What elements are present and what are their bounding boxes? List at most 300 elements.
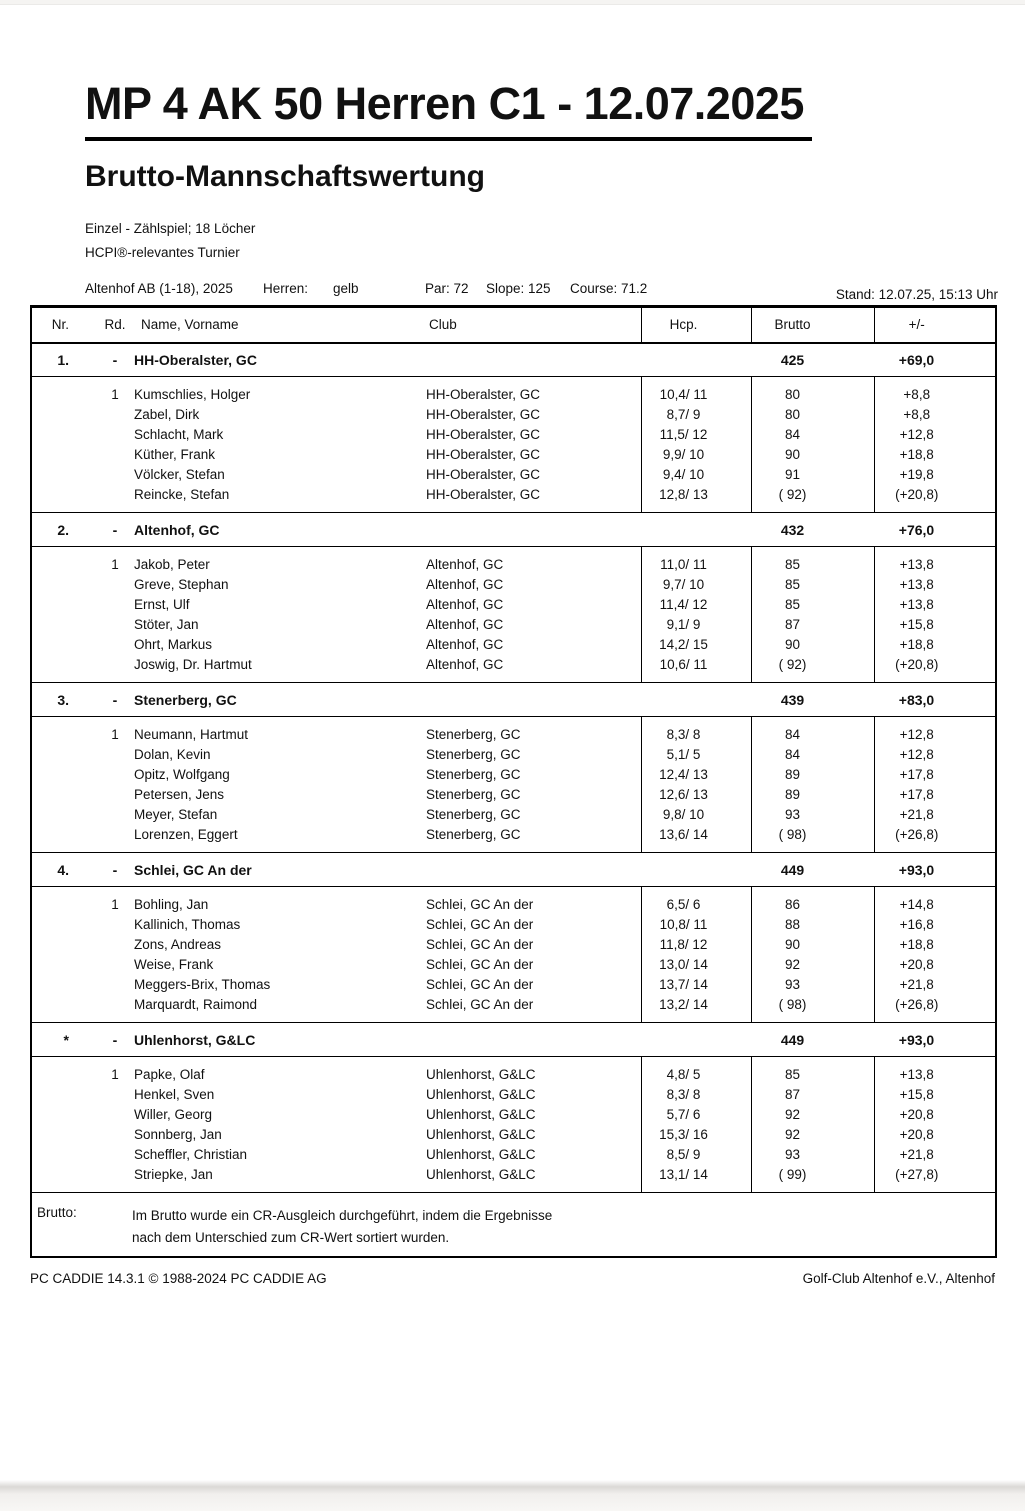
player-rd-cell bbox=[99, 445, 131, 465]
player-plusminus-cell: +20,8 bbox=[874, 1105, 996, 1125]
player-name-cell: Meggers-Brix, Thomas bbox=[134, 977, 271, 992]
player-row bbox=[31, 425, 996, 445]
note-label: Brutto: bbox=[37, 1205, 77, 1220]
info-line-format: Einzel - Zählspiel; 18 Löcher bbox=[85, 221, 256, 236]
player-name-cell: Völcker, Stefan bbox=[134, 467, 225, 482]
player-row bbox=[31, 655, 996, 683]
player-rd-cell bbox=[99, 595, 131, 615]
player-hcp-cell: 13,2/ 14 bbox=[641, 995, 751, 1023]
player-hcp-cell: 9,1/ 9 bbox=[641, 615, 751, 635]
player-rd-cell bbox=[99, 785, 131, 805]
player-row bbox=[31, 825, 996, 853]
player-brutto-cell: ( 92) bbox=[751, 485, 874, 513]
player-club-cell: HH-Oberalster, GC bbox=[426, 387, 541, 403]
player-club-cell: HH-Oberalster, GC bbox=[426, 467, 541, 482]
player-row bbox=[31, 785, 996, 805]
brutto-note-cell bbox=[31, 1193, 996, 1257]
player-rd-cell bbox=[99, 1165, 131, 1193]
player-club-cell: Uhlenhorst, G&LC bbox=[426, 1166, 536, 1182]
player-name-cell: Kallinich, Thomas bbox=[134, 917, 241, 932]
player-brutto-cell: 88 bbox=[751, 915, 874, 935]
player-plusminus-cell: +18,8 bbox=[874, 635, 996, 655]
team-rd-cell: - bbox=[99, 853, 131, 887]
player-name-cell: Zons, Andreas bbox=[134, 937, 222, 952]
player-nr-cell bbox=[31, 1105, 99, 1125]
player-rd-cell: 1 bbox=[111, 1067, 119, 1083]
player-rd-cell bbox=[99, 425, 131, 445]
player-nr-cell bbox=[31, 465, 99, 485]
viewer-bottom-edge bbox=[0, 1480, 1025, 1511]
team-hcp-cell bbox=[641, 513, 751, 547]
brutto-note-row bbox=[31, 1193, 996, 1257]
player-hcp-cell: 13,7/ 14 bbox=[641, 975, 751, 995]
team-plusminus-cell: +93,0 bbox=[874, 1023, 996, 1057]
player-plusminus-cell: +13,8 bbox=[874, 595, 996, 615]
player-club-cell: Altenhof, GC bbox=[426, 656, 504, 672]
player-plusminus-cell: +8,8 bbox=[874, 377, 996, 405]
player-nr-cell bbox=[31, 915, 99, 935]
player-row bbox=[31, 1125, 996, 1145]
results-table-wrap bbox=[30, 305, 995, 1258]
player-nr-cell bbox=[31, 547, 99, 575]
player-brutto-cell: 86 bbox=[751, 887, 874, 915]
tournament-info bbox=[85, 217, 255, 265]
player-rd-cell bbox=[99, 465, 131, 485]
player-rd-cell bbox=[99, 1145, 131, 1165]
player-hcp-cell: 11,0/ 11 bbox=[641, 547, 751, 575]
player-hcp-cell: 9,9/ 10 bbox=[641, 445, 751, 465]
par-value: Par: 72 bbox=[425, 281, 469, 296]
player-club-cell: HH-Oberalster, GC bbox=[426, 447, 541, 462]
player-rd-cell bbox=[99, 955, 131, 975]
player-nr-cell bbox=[31, 955, 99, 975]
player-club-cell: Altenhof, GC bbox=[426, 597, 504, 612]
player-name-cell: Dolan, Kevin bbox=[134, 747, 211, 762]
player-brutto-cell: ( 99) bbox=[751, 1165, 874, 1193]
player-brutto-cell: 87 bbox=[751, 1085, 874, 1105]
player-row bbox=[31, 745, 996, 765]
player-club-cell: Altenhof, GC bbox=[426, 637, 504, 652]
player-brutto-cell: 90 bbox=[751, 445, 874, 465]
slope-value: Slope: 125 bbox=[486, 281, 551, 296]
page-title: MP 4 AK 50 Herren C1 - 12.07.2025 bbox=[85, 78, 812, 141]
player-club-cell: HH-Oberalster, GC bbox=[426, 407, 541, 422]
team-hcp-cell bbox=[641, 1023, 751, 1057]
player-plusminus-cell: +17,8 bbox=[874, 785, 996, 805]
player-name-cell: Willer, Georg bbox=[134, 1107, 213, 1122]
player-nr-cell bbox=[31, 1145, 99, 1165]
player-brutto-cell: 87 bbox=[751, 615, 874, 635]
player-brutto-cell: 85 bbox=[751, 547, 874, 575]
player-plusminus-cell: +12,8 bbox=[874, 745, 996, 765]
player-name-cell: Marquardt, Raimond bbox=[134, 996, 258, 1012]
course-name: Altenhof AB (1-18), 2025 bbox=[85, 281, 233, 296]
player-rd-cell bbox=[99, 1105, 131, 1125]
player-nr-cell bbox=[31, 717, 99, 745]
player-row bbox=[31, 445, 996, 465]
player-hcp-cell: 13,0/ 14 bbox=[641, 955, 751, 975]
player-brutto-cell: 85 bbox=[751, 575, 874, 595]
player-hcp-cell: 8,7/ 9 bbox=[641, 405, 751, 425]
team-rd-cell: - bbox=[99, 1023, 131, 1057]
team-plusminus-cell: +76,0 bbox=[874, 513, 996, 547]
player-rd-cell bbox=[99, 655, 131, 683]
player-nr-cell bbox=[31, 655, 99, 683]
player-nr-cell bbox=[31, 377, 99, 405]
player-hcp-cell: 13,1/ 14 bbox=[641, 1165, 751, 1193]
player-plusminus-cell: +21,8 bbox=[874, 805, 996, 825]
table-header-row bbox=[31, 307, 996, 343]
player-row bbox=[31, 465, 996, 485]
player-name-cell: Ernst, Ulf bbox=[134, 597, 190, 612]
header-brutto: Brutto bbox=[751, 307, 874, 343]
player-club-cell: HH-Oberalster, GC bbox=[426, 486, 541, 502]
header-rd: Rd. bbox=[99, 307, 131, 343]
player-nr-cell bbox=[31, 785, 99, 805]
player-brutto-cell: 85 bbox=[751, 595, 874, 615]
player-club-cell: Altenhof, GC bbox=[426, 557, 504, 573]
player-name-cell: Striepke, Jan bbox=[134, 1166, 213, 1182]
player-nr-cell bbox=[31, 1125, 99, 1145]
player-club-cell: Stenerberg, GC bbox=[426, 747, 521, 762]
player-club-cell: Uhlenhorst, G&LC bbox=[426, 1127, 536, 1142]
player-hcp-cell: 12,6/ 13 bbox=[641, 785, 751, 805]
player-name-cell: Scheffler, Christian bbox=[134, 1147, 248, 1162]
player-club-cell: Stenerberg, GC bbox=[426, 767, 521, 782]
player-club-cell: Altenhof, GC bbox=[426, 617, 504, 632]
player-rd-cell bbox=[99, 405, 131, 425]
player-row bbox=[31, 1145, 996, 1165]
player-brutto-cell: 92 bbox=[751, 1105, 874, 1125]
player-hcp-cell: 12,4/ 13 bbox=[641, 765, 751, 785]
player-name-cell: Kumschlies, Holger bbox=[134, 387, 251, 403]
course-rating-value: Course: 71.2 bbox=[570, 281, 648, 296]
player-hcp-cell: 11,8/ 12 bbox=[641, 935, 751, 955]
player-name-cell: Greve, Stephan bbox=[134, 577, 229, 592]
player-plusminus-cell: +19,8 bbox=[874, 465, 996, 485]
player-hcp-cell: 10,6/ 11 bbox=[641, 655, 751, 683]
player-brutto-cell: ( 98) bbox=[751, 995, 874, 1023]
player-hcp-cell: 12,8/ 13 bbox=[641, 485, 751, 513]
player-brutto-cell: ( 92) bbox=[751, 655, 874, 683]
team-name-cell: Stenerberg, GC bbox=[131, 683, 641, 717]
player-club-cell: Schlei, GC An der bbox=[426, 957, 534, 972]
player-rd-cell bbox=[99, 1125, 131, 1145]
player-nr-cell bbox=[31, 935, 99, 955]
player-brutto-cell: 92 bbox=[751, 955, 874, 975]
footer-software: PC CADDIE 14.3.1 © 1988-2024 PC CADDIE AG bbox=[30, 1271, 327, 1286]
note-text-line2: nach dem Unterschied zum CR-Wert sortiert wurden. bbox=[132, 1230, 450, 1245]
tee-color: gelb bbox=[333, 281, 359, 296]
player-club-cell: Uhlenhorst, G&LC bbox=[426, 1147, 536, 1162]
player-brutto-cell: 84 bbox=[751, 717, 874, 745]
player-row bbox=[31, 1085, 996, 1105]
player-name-cell: Weise, Frank bbox=[134, 957, 214, 972]
page-subtitle: Brutto-Mannschaftswertung bbox=[85, 160, 485, 193]
player-name-cell: Sonnberg, Jan bbox=[134, 1127, 222, 1142]
player-row bbox=[31, 485, 996, 513]
team-name-cell: HH-Oberalster, GC bbox=[131, 343, 641, 377]
player-row bbox=[31, 887, 996, 915]
header-nr: Nr. bbox=[31, 307, 99, 343]
player-row bbox=[31, 805, 996, 825]
player-nr-cell bbox=[31, 825, 99, 853]
player-plusminus-cell: +21,8 bbox=[874, 975, 996, 995]
player-nr-cell bbox=[31, 595, 99, 615]
player-name-cell: Jakob, Peter bbox=[134, 557, 210, 573]
player-hcp-cell: 8,3/ 8 bbox=[641, 1085, 751, 1105]
player-row bbox=[31, 995, 996, 1023]
team-plusminus-cell: +83,0 bbox=[874, 683, 996, 717]
team-rank-cell: 1. bbox=[31, 343, 99, 377]
player-plusminus-cell: +12,8 bbox=[874, 717, 996, 745]
team-brutto-cell: 425 bbox=[751, 343, 874, 377]
team-brutto-cell: 432 bbox=[751, 513, 874, 547]
player-rd-cell: 1 bbox=[111, 897, 119, 913]
player-plusminus-cell: +16,8 bbox=[874, 915, 996, 935]
player-hcp-cell: 9,7/ 10 bbox=[641, 575, 751, 595]
player-brutto-cell: 89 bbox=[751, 765, 874, 785]
player-hcp-cell: 10,4/ 11 bbox=[641, 377, 751, 405]
player-hcp-cell: 8,3/ 8 bbox=[641, 717, 751, 745]
player-rd-cell bbox=[99, 635, 131, 655]
player-plusminus-cell: +13,8 bbox=[874, 1057, 996, 1085]
player-plusminus-cell: +12,8 bbox=[874, 425, 996, 445]
player-name-cell: Papke, Olaf bbox=[134, 1067, 205, 1083]
team-name-cell: Schlei, GC An der bbox=[131, 853, 641, 887]
team-hcp-cell bbox=[641, 343, 751, 377]
player-hcp-cell: 4,8/ 5 bbox=[641, 1057, 751, 1085]
player-rd-cell: 1 bbox=[111, 727, 119, 743]
footer-club: Golf-Club Altenhof e.V., Altenhof bbox=[802, 1271, 995, 1286]
player-name-cell: Schlacht, Mark bbox=[134, 427, 224, 442]
player-rd-cell bbox=[99, 575, 131, 595]
player-hcp-cell: 5,1/ 5 bbox=[641, 745, 751, 765]
player-row bbox=[31, 765, 996, 785]
team-hcp-cell bbox=[641, 683, 751, 717]
team-row bbox=[31, 853, 996, 887]
header-hcp: Hcp. bbox=[641, 307, 751, 343]
player-brutto-cell: 91 bbox=[751, 465, 874, 485]
team-rd-cell: - bbox=[99, 513, 131, 547]
player-plusminus-cell: +21,8 bbox=[874, 1145, 996, 1165]
player-nr-cell bbox=[31, 1085, 99, 1105]
player-brutto-cell: 84 bbox=[751, 745, 874, 765]
player-plusminus-cell: +8,8 bbox=[874, 405, 996, 425]
team-row bbox=[31, 683, 996, 717]
player-row bbox=[31, 595, 996, 615]
player-nr-cell bbox=[31, 1057, 99, 1085]
player-row bbox=[31, 405, 996, 425]
player-club-cell: Stenerberg, GC bbox=[426, 807, 521, 822]
player-row bbox=[31, 935, 996, 955]
player-row bbox=[31, 717, 996, 745]
player-name-cell: Petersen, Jens bbox=[134, 787, 225, 802]
player-club-cell: Uhlenhorst, G&LC bbox=[426, 1087, 536, 1102]
player-rd-cell: 1 bbox=[111, 387, 119, 403]
player-rd-cell bbox=[99, 825, 131, 853]
page-footer bbox=[30, 1271, 995, 1286]
player-nr-cell bbox=[31, 485, 99, 513]
player-name-cell: Joswig, Dr. Hartmut bbox=[134, 656, 252, 672]
player-plusminus-cell: +14,8 bbox=[874, 887, 996, 915]
team-rank-cell: * bbox=[31, 1023, 99, 1057]
player-name-cell: Lorenzen, Eggert bbox=[134, 826, 238, 842]
viewer-top-edge bbox=[0, 0, 1025, 5]
player-club-cell: Schlei, GC An der bbox=[426, 977, 534, 992]
player-row bbox=[31, 955, 996, 975]
player-club-cell: Stenerberg, GC bbox=[426, 826, 521, 842]
player-plusminus-cell: (+26,8) bbox=[874, 825, 996, 853]
player-club-cell: Uhlenhorst, G&LC bbox=[426, 1107, 536, 1122]
player-rd-cell bbox=[99, 765, 131, 785]
player-plusminus-cell: +13,8 bbox=[874, 575, 996, 595]
player-plusminus-cell: +15,8 bbox=[874, 1085, 996, 1105]
team-name-cell: Altenhof, GC bbox=[131, 513, 641, 547]
player-nr-cell bbox=[31, 745, 99, 765]
player-nr-cell bbox=[31, 445, 99, 465]
player-nr-cell bbox=[31, 425, 99, 445]
player-club-cell: Stenerberg, GC bbox=[426, 787, 521, 802]
player-rd-cell bbox=[99, 745, 131, 765]
player-club-cell: Schlei, GC An der bbox=[426, 917, 534, 932]
team-plusminus-cell: +69,0 bbox=[874, 343, 996, 377]
player-brutto-cell: 84 bbox=[751, 425, 874, 445]
player-hcp-cell: 5,7/ 6 bbox=[641, 1105, 751, 1125]
player-club-cell: Altenhof, GC bbox=[426, 577, 504, 592]
player-nr-cell bbox=[31, 995, 99, 1023]
player-brutto-cell: 90 bbox=[751, 935, 874, 955]
player-hcp-cell: 14,2/ 15 bbox=[641, 635, 751, 655]
player-brutto-cell: 90 bbox=[751, 635, 874, 655]
player-row bbox=[31, 615, 996, 635]
player-rd-cell bbox=[99, 935, 131, 955]
player-plusminus-cell: (+20,8) bbox=[874, 485, 996, 513]
team-rd-cell: - bbox=[99, 343, 131, 377]
note-text-line1: Im Brutto wurde ein CR-Ausgleich durchgeführt, indem die Ergebnisse bbox=[132, 1208, 553, 1223]
team-row bbox=[31, 343, 996, 377]
player-nr-cell bbox=[31, 887, 99, 915]
player-plusminus-cell: +15,8 bbox=[874, 615, 996, 635]
player-brutto-cell: 93 bbox=[751, 805, 874, 825]
player-brutto-cell: 89 bbox=[751, 785, 874, 805]
course-meta-row bbox=[0, 281, 1025, 302]
player-rd-cell: 1 bbox=[111, 557, 119, 573]
player-row bbox=[31, 1105, 996, 1125]
player-hcp-cell: 13,6/ 14 bbox=[641, 825, 751, 853]
team-plusminus-cell: +93,0 bbox=[874, 853, 996, 887]
player-name-cell: Küther, Frank bbox=[134, 447, 216, 462]
player-plusminus-cell: (+26,8) bbox=[874, 995, 996, 1023]
player-plusminus-cell: (+20,8) bbox=[874, 655, 996, 683]
player-brutto-cell: 80 bbox=[751, 405, 874, 425]
player-name-cell: Neumann, Hartmut bbox=[134, 727, 249, 743]
team-brutto-cell: 449 bbox=[751, 1023, 874, 1057]
player-club-cell: Uhlenhorst, G&LC bbox=[426, 1067, 536, 1083]
player-nr-cell bbox=[31, 615, 99, 635]
player-rd-cell bbox=[99, 485, 131, 513]
team-rank-cell: 3. bbox=[31, 683, 99, 717]
player-name-cell: Ohrt, Markus bbox=[134, 637, 213, 652]
player-hcp-cell: 15,3/ 16 bbox=[641, 1125, 751, 1145]
stand-timestamp: Stand: 12.07.25, 15:13 Uhr bbox=[835, 287, 998, 302]
player-club-cell: Schlei, GC An der bbox=[426, 897, 534, 913]
player-hcp-cell: 10,8/ 11 bbox=[641, 915, 751, 935]
team-brutto-cell: 439 bbox=[751, 683, 874, 717]
team-rank-cell: 4. bbox=[31, 853, 99, 887]
player-row bbox=[31, 975, 996, 995]
team-name-cell: Uhlenhorst, G&LC bbox=[131, 1023, 641, 1057]
player-name-cell: Bohling, Jan bbox=[134, 897, 209, 913]
player-plusminus-cell: +20,8 bbox=[874, 955, 996, 975]
player-plusminus-cell: +13,8 bbox=[874, 547, 996, 575]
player-rd-cell bbox=[99, 615, 131, 635]
player-nr-cell bbox=[31, 1165, 99, 1193]
player-name-cell: Meyer, Stefan bbox=[134, 807, 218, 822]
player-hcp-cell: 9,8/ 10 bbox=[641, 805, 751, 825]
header-name: Name, Vorname bbox=[131, 307, 426, 343]
player-nr-cell bbox=[31, 805, 99, 825]
player-hcp-cell: 6,5/ 6 bbox=[641, 887, 751, 915]
player-rd-cell bbox=[99, 1085, 131, 1105]
team-hcp-cell bbox=[641, 853, 751, 887]
player-brutto-cell: ( 98) bbox=[751, 825, 874, 853]
team-row bbox=[31, 513, 996, 547]
player-plusminus-cell: +20,8 bbox=[874, 1125, 996, 1145]
player-nr-cell bbox=[31, 975, 99, 995]
player-plusminus-cell: +18,8 bbox=[874, 445, 996, 465]
player-hcp-cell: 11,4/ 12 bbox=[641, 595, 751, 615]
player-hcp-cell: 9,4/ 10 bbox=[641, 465, 751, 485]
header-plusminus: +/- bbox=[874, 307, 996, 343]
player-name-cell: Opitz, Wolfgang bbox=[134, 767, 230, 782]
player-nr-cell bbox=[31, 405, 99, 425]
team-rank-cell: 2. bbox=[31, 513, 99, 547]
results-table bbox=[30, 305, 997, 1258]
player-plusminus-cell: +18,8 bbox=[874, 935, 996, 955]
player-nr-cell bbox=[31, 765, 99, 785]
team-brutto-cell: 449 bbox=[751, 853, 874, 887]
player-nr-cell bbox=[31, 575, 99, 595]
player-rd-cell bbox=[99, 915, 131, 935]
player-row bbox=[31, 547, 996, 575]
header-club: Club bbox=[426, 307, 641, 343]
note-text bbox=[132, 1205, 552, 1249]
player-brutto-cell: 92 bbox=[751, 1125, 874, 1145]
player-row bbox=[31, 635, 996, 655]
gender-label: Herren: bbox=[263, 281, 309, 296]
player-club-cell: Schlei, GC An der bbox=[426, 937, 534, 952]
player-nr-cell bbox=[31, 635, 99, 655]
player-plusminus-cell: +17,8 bbox=[874, 765, 996, 785]
player-brutto-cell: 85 bbox=[751, 1057, 874, 1085]
info-line-hcpi: HCPI®-relevantes Turnier bbox=[85, 245, 240, 260]
player-brutto-cell: 93 bbox=[751, 1145, 874, 1165]
player-plusminus-cell: (+27,8) bbox=[874, 1165, 996, 1193]
player-hcp-cell: 8,5/ 9 bbox=[641, 1145, 751, 1165]
player-hcp-cell: 11,5/ 12 bbox=[641, 425, 751, 445]
player-row bbox=[31, 1057, 996, 1085]
player-row bbox=[31, 1165, 996, 1193]
player-name-cell: Reincke, Stefan bbox=[134, 486, 230, 502]
player-club-cell: Schlei, GC An der bbox=[426, 996, 534, 1012]
player-brutto-cell: 80 bbox=[751, 377, 874, 405]
player-row bbox=[31, 377, 996, 405]
player-rd-cell bbox=[99, 805, 131, 825]
player-name-cell: Henkel, Sven bbox=[134, 1087, 215, 1102]
team-rd-cell: - bbox=[99, 683, 131, 717]
player-rd-cell bbox=[99, 975, 131, 995]
